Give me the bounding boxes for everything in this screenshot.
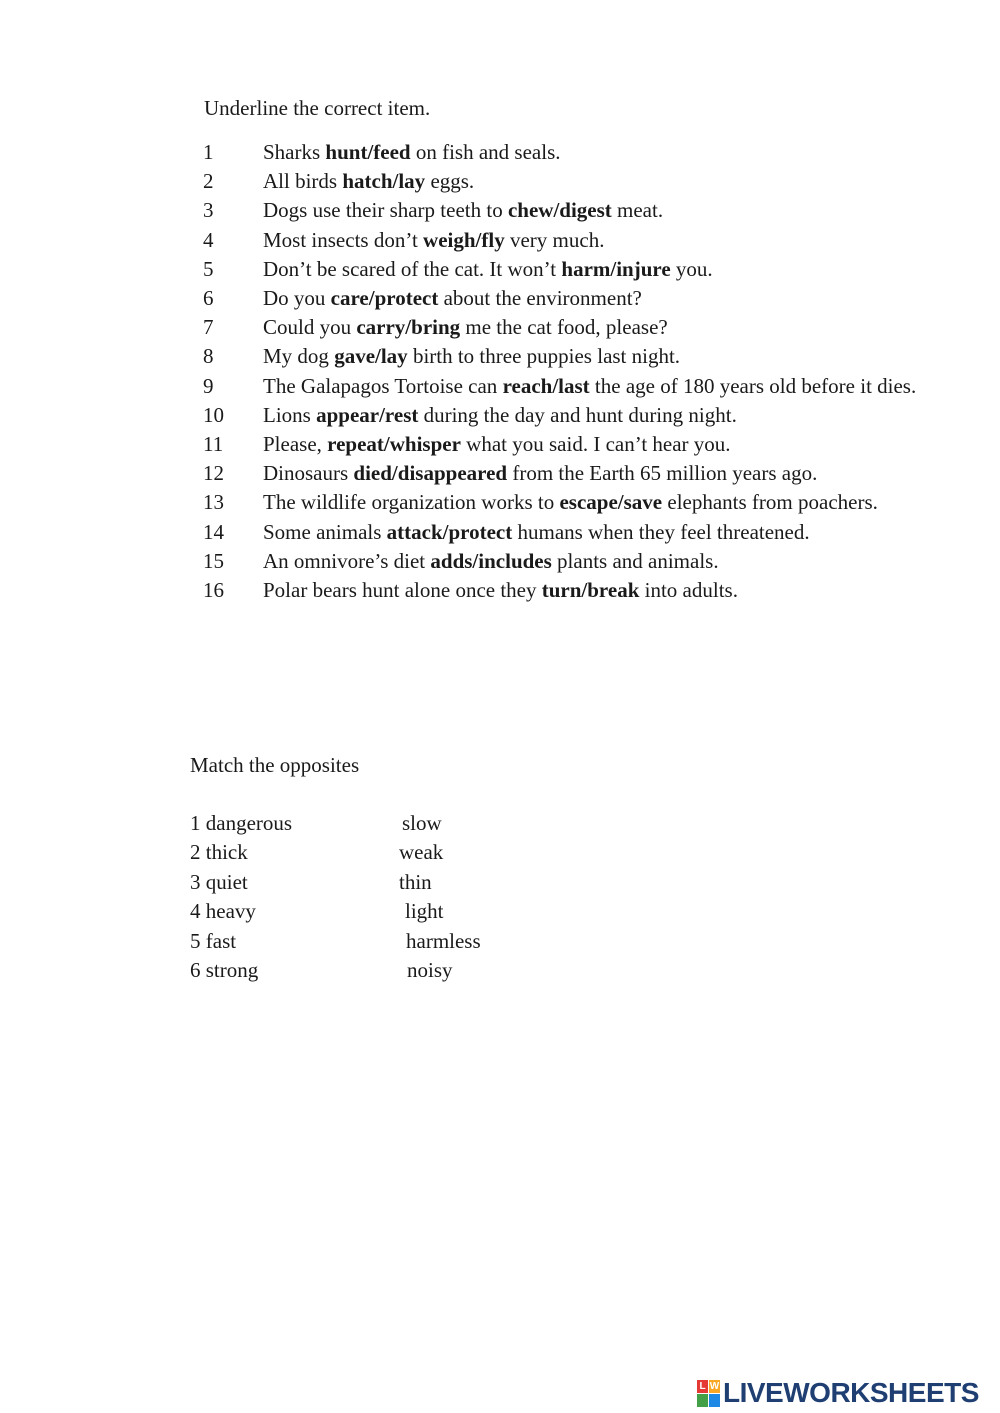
left-word[interactable]: 3 quiet <box>190 869 248 894</box>
sentence-item <box>203 430 923 459</box>
sentence-text <box>263 342 923 371</box>
opposite-pair <box>190 956 530 985</box>
sentence-before: Please, <box>263 432 328 457</box>
logo-mark-cell <box>709 1394 720 1407</box>
sentence-before: Dinosaurs <box>263 461 354 486</box>
sentence-item <box>203 226 923 255</box>
item-number: 1 <box>203 140 214 164</box>
word-choice[interactable]: gave/lay <box>334 344 408 369</box>
sentence-text <box>263 313 923 342</box>
item-number: 11 <box>203 432 224 457</box>
right-word[interactable]: slow <box>402 811 442 835</box>
sentence-item <box>203 167 923 196</box>
sentence-before: Some animals <box>263 519 387 544</box>
word-choice[interactable]: harm/injure <box>561 256 671 281</box>
sentence-before: An omnivore’s diet <box>263 548 431 573</box>
sentence-after: birth to three puppies last night. <box>407 344 681 369</box>
word-choice[interactable]: turn/break <box>541 578 640 603</box>
sentence-text <box>263 401 923 430</box>
section2-title: Match the opposites <box>190 753 360 777</box>
sentence-after: elephants from poachers. <box>662 490 878 515</box>
right-word[interactable]: thin <box>399 869 432 894</box>
sentence-after: during the day and hunt during night. <box>418 402 737 427</box>
sentence-after: about the environment? <box>438 286 642 311</box>
item-number: 12 <box>203 461 224 486</box>
sentence-before: Don’t be scared of the cat. It won’t <box>263 256 562 281</box>
item-number: 9 <box>203 373 214 398</box>
item-number: 8 <box>203 344 214 369</box>
sentence-before: Do you <box>263 286 331 311</box>
sentence-before: Polar bears hunt alone once they <box>263 578 542 603</box>
logo-mark-cell: W <box>709 1381 720 1392</box>
sentence-item <box>203 518 923 547</box>
sentence-after: plants and animals. <box>551 548 719 573</box>
logo-mark-cell <box>697 1394 708 1407</box>
sentence-item <box>203 576 923 605</box>
item-number: 2 <box>203 169 214 194</box>
opposite-pair <box>190 897 530 926</box>
item-number: 13 <box>203 490 224 515</box>
sentence-item <box>203 342 923 371</box>
opposites-list <box>190 809 530 985</box>
item-number: 3 <box>203 198 214 223</box>
word-choice[interactable]: appear/rest <box>316 402 419 427</box>
left-word[interactable]: 4 heavy <box>190 899 256 924</box>
opposite-pair <box>190 838 530 867</box>
left-word[interactable]: 5 fast <box>190 928 237 953</box>
word-choice[interactable]: hatch/lay <box>342 169 426 194</box>
sentence-before: Dogs use their sharp teeth to <box>263 198 508 223</box>
sentence-text <box>263 284 923 313</box>
sentence-item <box>203 547 923 576</box>
item-number: 10 <box>203 402 224 427</box>
sentence-after: the age of 180 years old before it dies. <box>589 373 917 398</box>
word-choice[interactable]: repeat/whisper <box>327 432 461 457</box>
sentence-after: very much. <box>504 227 605 252</box>
sentence-after: you. <box>670 256 713 281</box>
right-word[interactable]: harmless <box>406 928 481 953</box>
logo-mark-cell: L <box>697 1380 708 1393</box>
sentence-before: Could you <box>263 315 357 340</box>
sentence-after: on fish and seals. <box>410 140 561 164</box>
word-choice[interactable]: adds/includes <box>430 548 552 573</box>
item-number: 6 <box>203 286 214 311</box>
sentence-after: humans when they feel threatened. <box>512 519 810 544</box>
sentence-item <box>203 313 923 342</box>
sentence-after: what you said. I can’t hear you. <box>460 432 731 457</box>
sentence-after: into adults. <box>639 578 738 603</box>
section1-title: Underline the correct item. <box>204 96 431 120</box>
sentence-before: The wildlife organization works to <box>263 490 560 515</box>
item-number: 7 <box>203 315 214 340</box>
item-number: 16 <box>203 578 224 603</box>
sentence-before: All birds <box>263 169 343 194</box>
sentence-list <box>203 138 923 605</box>
sentence-text <box>263 372 923 401</box>
word-choice[interactable]: care/protect <box>330 286 439 311</box>
left-word[interactable]: 6 strong <box>190 957 259 982</box>
word-choice[interactable]: died/disappeared <box>353 461 508 486</box>
sentence-after: me the cat food, please? <box>460 315 668 340</box>
word-choice[interactable]: escape/save <box>559 490 663 515</box>
right-word[interactable]: noisy <box>407 957 453 982</box>
word-choice[interactable]: chew/digest <box>507 198 612 223</box>
sentence-text <box>263 459 923 488</box>
sentence-item <box>203 459 923 488</box>
sentence-text <box>263 547 923 576</box>
word-choice[interactable]: weigh/fly <box>423 227 505 252</box>
sentence-text <box>263 196 923 225</box>
word-choice[interactable]: reach/last <box>502 373 590 398</box>
item-number: 14 <box>203 519 224 544</box>
left-word[interactable]: 2 thick <box>190 840 248 865</box>
sentence-after: eggs. <box>425 169 475 194</box>
item-number: 5 <box>203 256 214 281</box>
sentence-text <box>263 576 923 605</box>
sentence-text <box>263 518 923 547</box>
sentence-item <box>203 196 923 225</box>
sentence-item <box>203 488 923 517</box>
liveworksheets-logo <box>697 1377 979 1409</box>
sentence-item <box>203 284 923 313</box>
sentence-item <box>203 372 923 401</box>
sentence-text <box>263 255 923 284</box>
sentence-before: Most insects don’t <box>263 227 424 252</box>
sentence-text <box>263 226 923 255</box>
sentence-before: Lions <box>263 402 317 427</box>
sentence-before: Sharks <box>263 140 326 164</box>
logo-text: LIVEWORKSHEETS <box>723 1377 979 1408</box>
sentence-item <box>203 401 923 430</box>
sentence-text <box>263 167 923 196</box>
item-number: 4 <box>203 227 214 252</box>
left-word[interactable]: 1 dangerous <box>190 811 293 835</box>
sentence-text <box>263 430 923 459</box>
opposite-pair <box>190 809 530 838</box>
word-choice[interactable]: hunt/feed <box>325 140 411 164</box>
opposite-pair <box>190 868 530 897</box>
sentence-before: My dog <box>263 344 335 369</box>
sentence-text <box>263 138 923 167</box>
sentence-after: from the Earth 65 million years ago. <box>507 461 818 486</box>
sentence-text <box>263 488 923 517</box>
opposite-pair <box>190 927 530 956</box>
right-word[interactable]: light <box>405 899 444 924</box>
liveworksheets-mark-icon <box>697 1380 719 1406</box>
word-choice[interactable]: attack/protect <box>386 519 513 544</box>
sentence-item <box>203 255 923 284</box>
item-number: 15 <box>203 548 224 573</box>
sentence-item <box>203 138 923 167</box>
sentence-before: The Galapagos Tortoise can <box>263 373 503 398</box>
word-choice[interactable]: carry/bring <box>356 315 461 340</box>
sentence-after: meat. <box>611 198 664 223</box>
right-word[interactable]: weak <box>399 840 444 865</box>
